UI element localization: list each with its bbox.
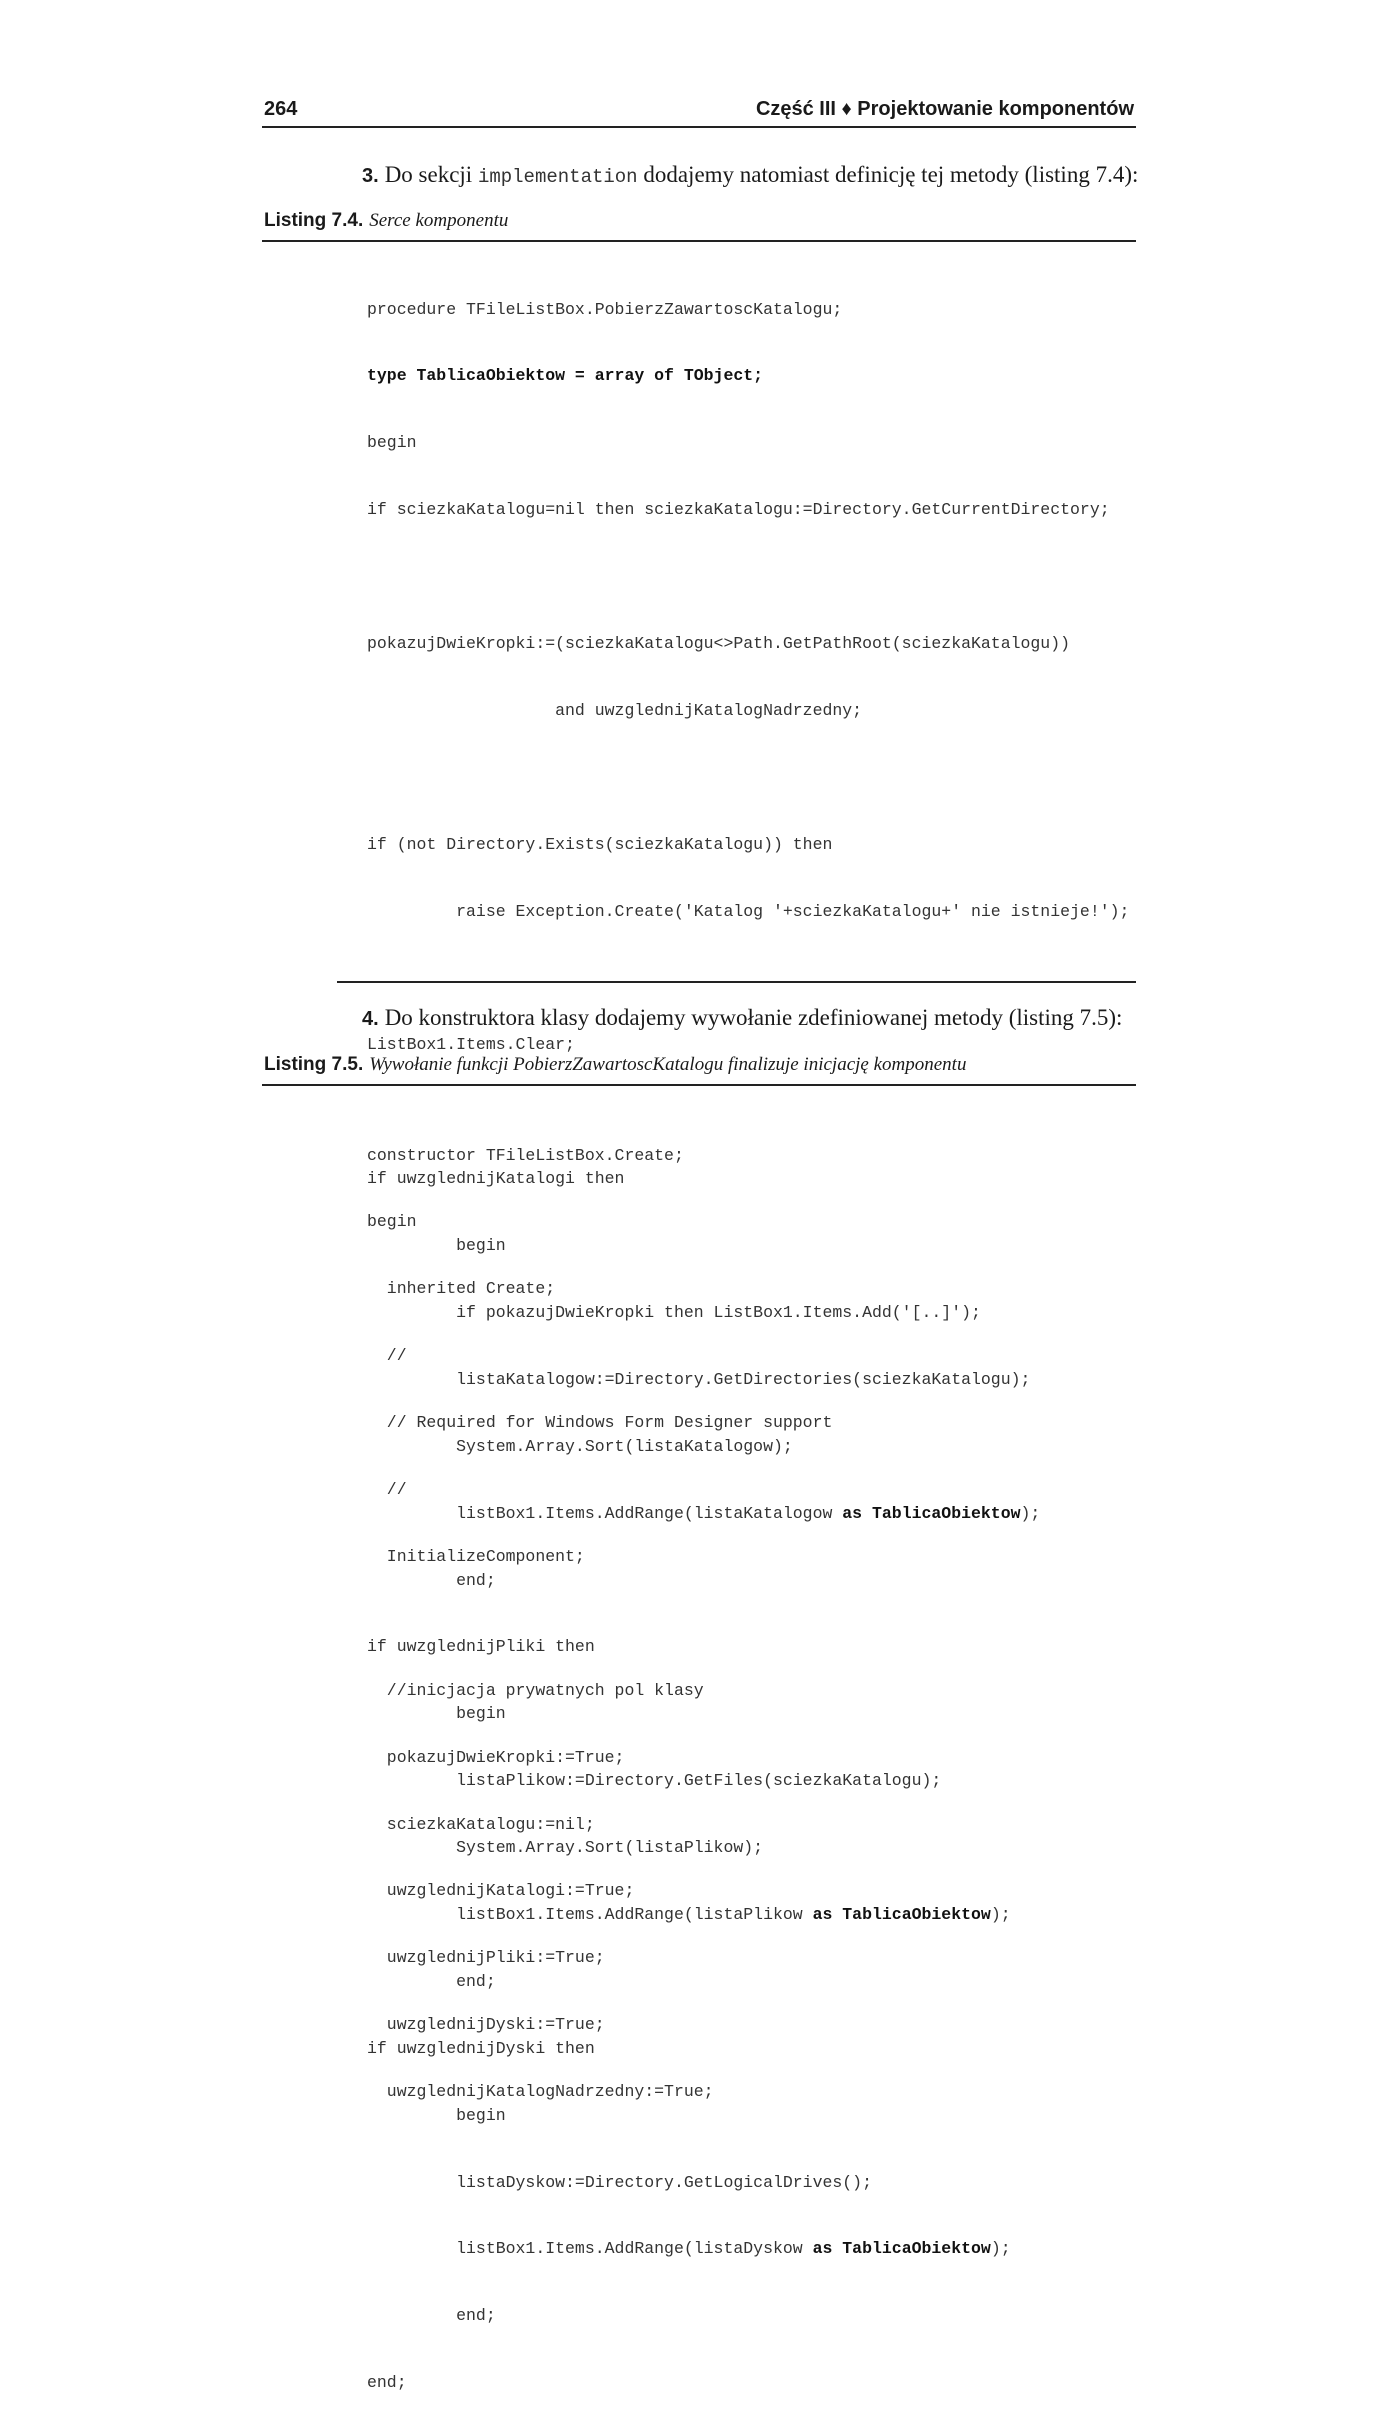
code-line: // — [367, 1480, 407, 1500]
code-line: listaKatalogow:=Directory.GetDirectories(sciezkaKatalogu); — [367, 1369, 1031, 1389]
step-text: dodajemy natomiast definicję tej metody (listing 7.4): — [643, 162, 1139, 187]
code-line: if uwzglednijDyski then — [367, 2038, 595, 2058]
listing-label: Listing 7.5. — [264, 1054, 364, 1075]
code-line: begin — [367, 1212, 417, 1232]
code-line: InitializeComponent; — [367, 1546, 585, 1566]
code-line: if (not Directory.Exists(sciezkaKatalogu)) then — [367, 834, 833, 854]
listing-end-rule — [337, 981, 1136, 983]
code-line: constructor TFileListBox.Create; — [367, 1145, 684, 1165]
code-keyword: as TablicaObiektow — [842, 1503, 1021, 1523]
code-line: if pokazujDwieKropki then ListBox1.Items.Add('[..]'); — [367, 1302, 981, 1322]
code-line: System.Array.Sort(listaKatalogow); — [367, 1436, 793, 1456]
code-line: uwzglednijKatalogNadrzedny:=True; — [367, 2082, 714, 2102]
code-line — [367, 2238, 1129, 2260]
code-text: listBox1.Items.AddRange(listaDyskow — [367, 2239, 813, 2259]
code-line: inherited Create; — [367, 1279, 556, 1299]
code-keyword: as TablicaObiektow — [812, 2239, 991, 2259]
code-line: procedure TFileListBox.PobierzZawartoscKatalogu; — [367, 299, 843, 319]
code-text: ); — [990, 1904, 1011, 1924]
step-4 — [362, 1005, 1122, 1031]
listing-7-5-caption — [262, 1054, 1136, 1086]
code-line: uwzglednijPliki:=True; — [367, 1948, 605, 1968]
code-line: end; — [367, 1570, 496, 1590]
code-line — [367, 968, 1129, 990]
code-line: if uwzglednijPliki then — [367, 1637, 595, 1657]
listing-title: Wywołanie funkcji PobierzZawartoscKatalogu finalizuje inicjację komponentu — [369, 1054, 967, 1075]
page-number: 264 — [264, 98, 298, 120]
code-line: // Required for Windows Form Designer support — [367, 1413, 833, 1433]
code-line: //inicjacja prywatnych pol klasy — [367, 1680, 704, 1700]
code-line: raise Exception.Create('Katalog '+sciezkaKatalogu+' nie istnieje!'); — [367, 901, 1130, 921]
code-line: begin — [367, 433, 417, 453]
listing-title: Serce komponentu — [369, 210, 509, 231]
running-title: Część III ♦ Projektowanie komponentów — [755, 98, 1134, 120]
code-line: uwzglednijDyski:=True; — [367, 2015, 605, 2035]
code-line: ListBox1.Items.Clear; — [367, 1035, 575, 1055]
code-line: and uwzglednijKatalogNadrzedny; — [367, 700, 863, 720]
page-header — [262, 96, 1136, 128]
code-text: listBox1.Items.AddRange(listaKatalogow — [367, 1503, 843, 1523]
code-line: end; — [367, 1971, 496, 1991]
code-line: if sciezkaKatalogu=nil then sciezkaKatalogu:=Directory.GetCurrentDirectory; — [367, 500, 1110, 520]
step-text: Do sekcji — [384, 162, 473, 187]
code-line — [367, 1613, 832, 1635]
code-line: listaDyskow:=Directory.GetLogicalDrives(); — [367, 2172, 872, 2192]
step-number: 4. — [362, 1008, 379, 1030]
code-line: begin — [367, 1704, 506, 1724]
code-line: System.Array.Sort(listaPlikow); — [367, 1838, 764, 1858]
code-line: sciezkaKatalogu:=nil; — [367, 1814, 595, 1834]
code-line: end; — [367, 2306, 496, 2326]
step-3 — [362, 162, 1138, 188]
step-number: 3. — [362, 165, 379, 187]
code-line: begin — [367, 1236, 506, 1256]
code-keyword: as TablicaObiektow — [812, 1904, 991, 1924]
listing-7-5-code — [367, 1100, 832, 2126]
listing-label: Listing 7.4. — [264, 210, 364, 231]
code-line — [367, 566, 1129, 588]
code-line: pokazujDwieKropki:=(sciezkaKatalogu<>Path.GetPathRoot(sciezkaKatalogu)) — [367, 634, 1071, 654]
code-line: pokazujDwieKropki:=True; — [367, 1747, 625, 1767]
code-line: // — [367, 1346, 407, 1366]
code-text: listBox1.Items.AddRange(listaPlikow — [367, 1904, 813, 1924]
step-text: Do konstruktora klasy dodajemy wywołanie zdefiniowanej metody (listing 7.5): — [384, 1005, 1123, 1030]
inline-code-implementation: implementation — [477, 166, 638, 188]
code-line: if uwzglednijKatalogi then — [367, 1169, 625, 1189]
code-line: listaPlikow:=Directory.GetFiles(sciezkaKatalogu); — [367, 1771, 942, 1791]
code-line: type TablicaObiektow = array of TObject; — [367, 366, 764, 386]
listing-7-4-caption — [262, 210, 1136, 242]
code-text: ); — [990, 2239, 1011, 2259]
code-line — [367, 767, 1129, 789]
code-line: begin — [367, 2105, 506, 2125]
code-line: uwzglednijKatalogi:=True; — [367, 1881, 635, 1901]
code-line: end; — [367, 2373, 407, 2393]
code-text: ); — [1020, 1503, 1041, 1523]
